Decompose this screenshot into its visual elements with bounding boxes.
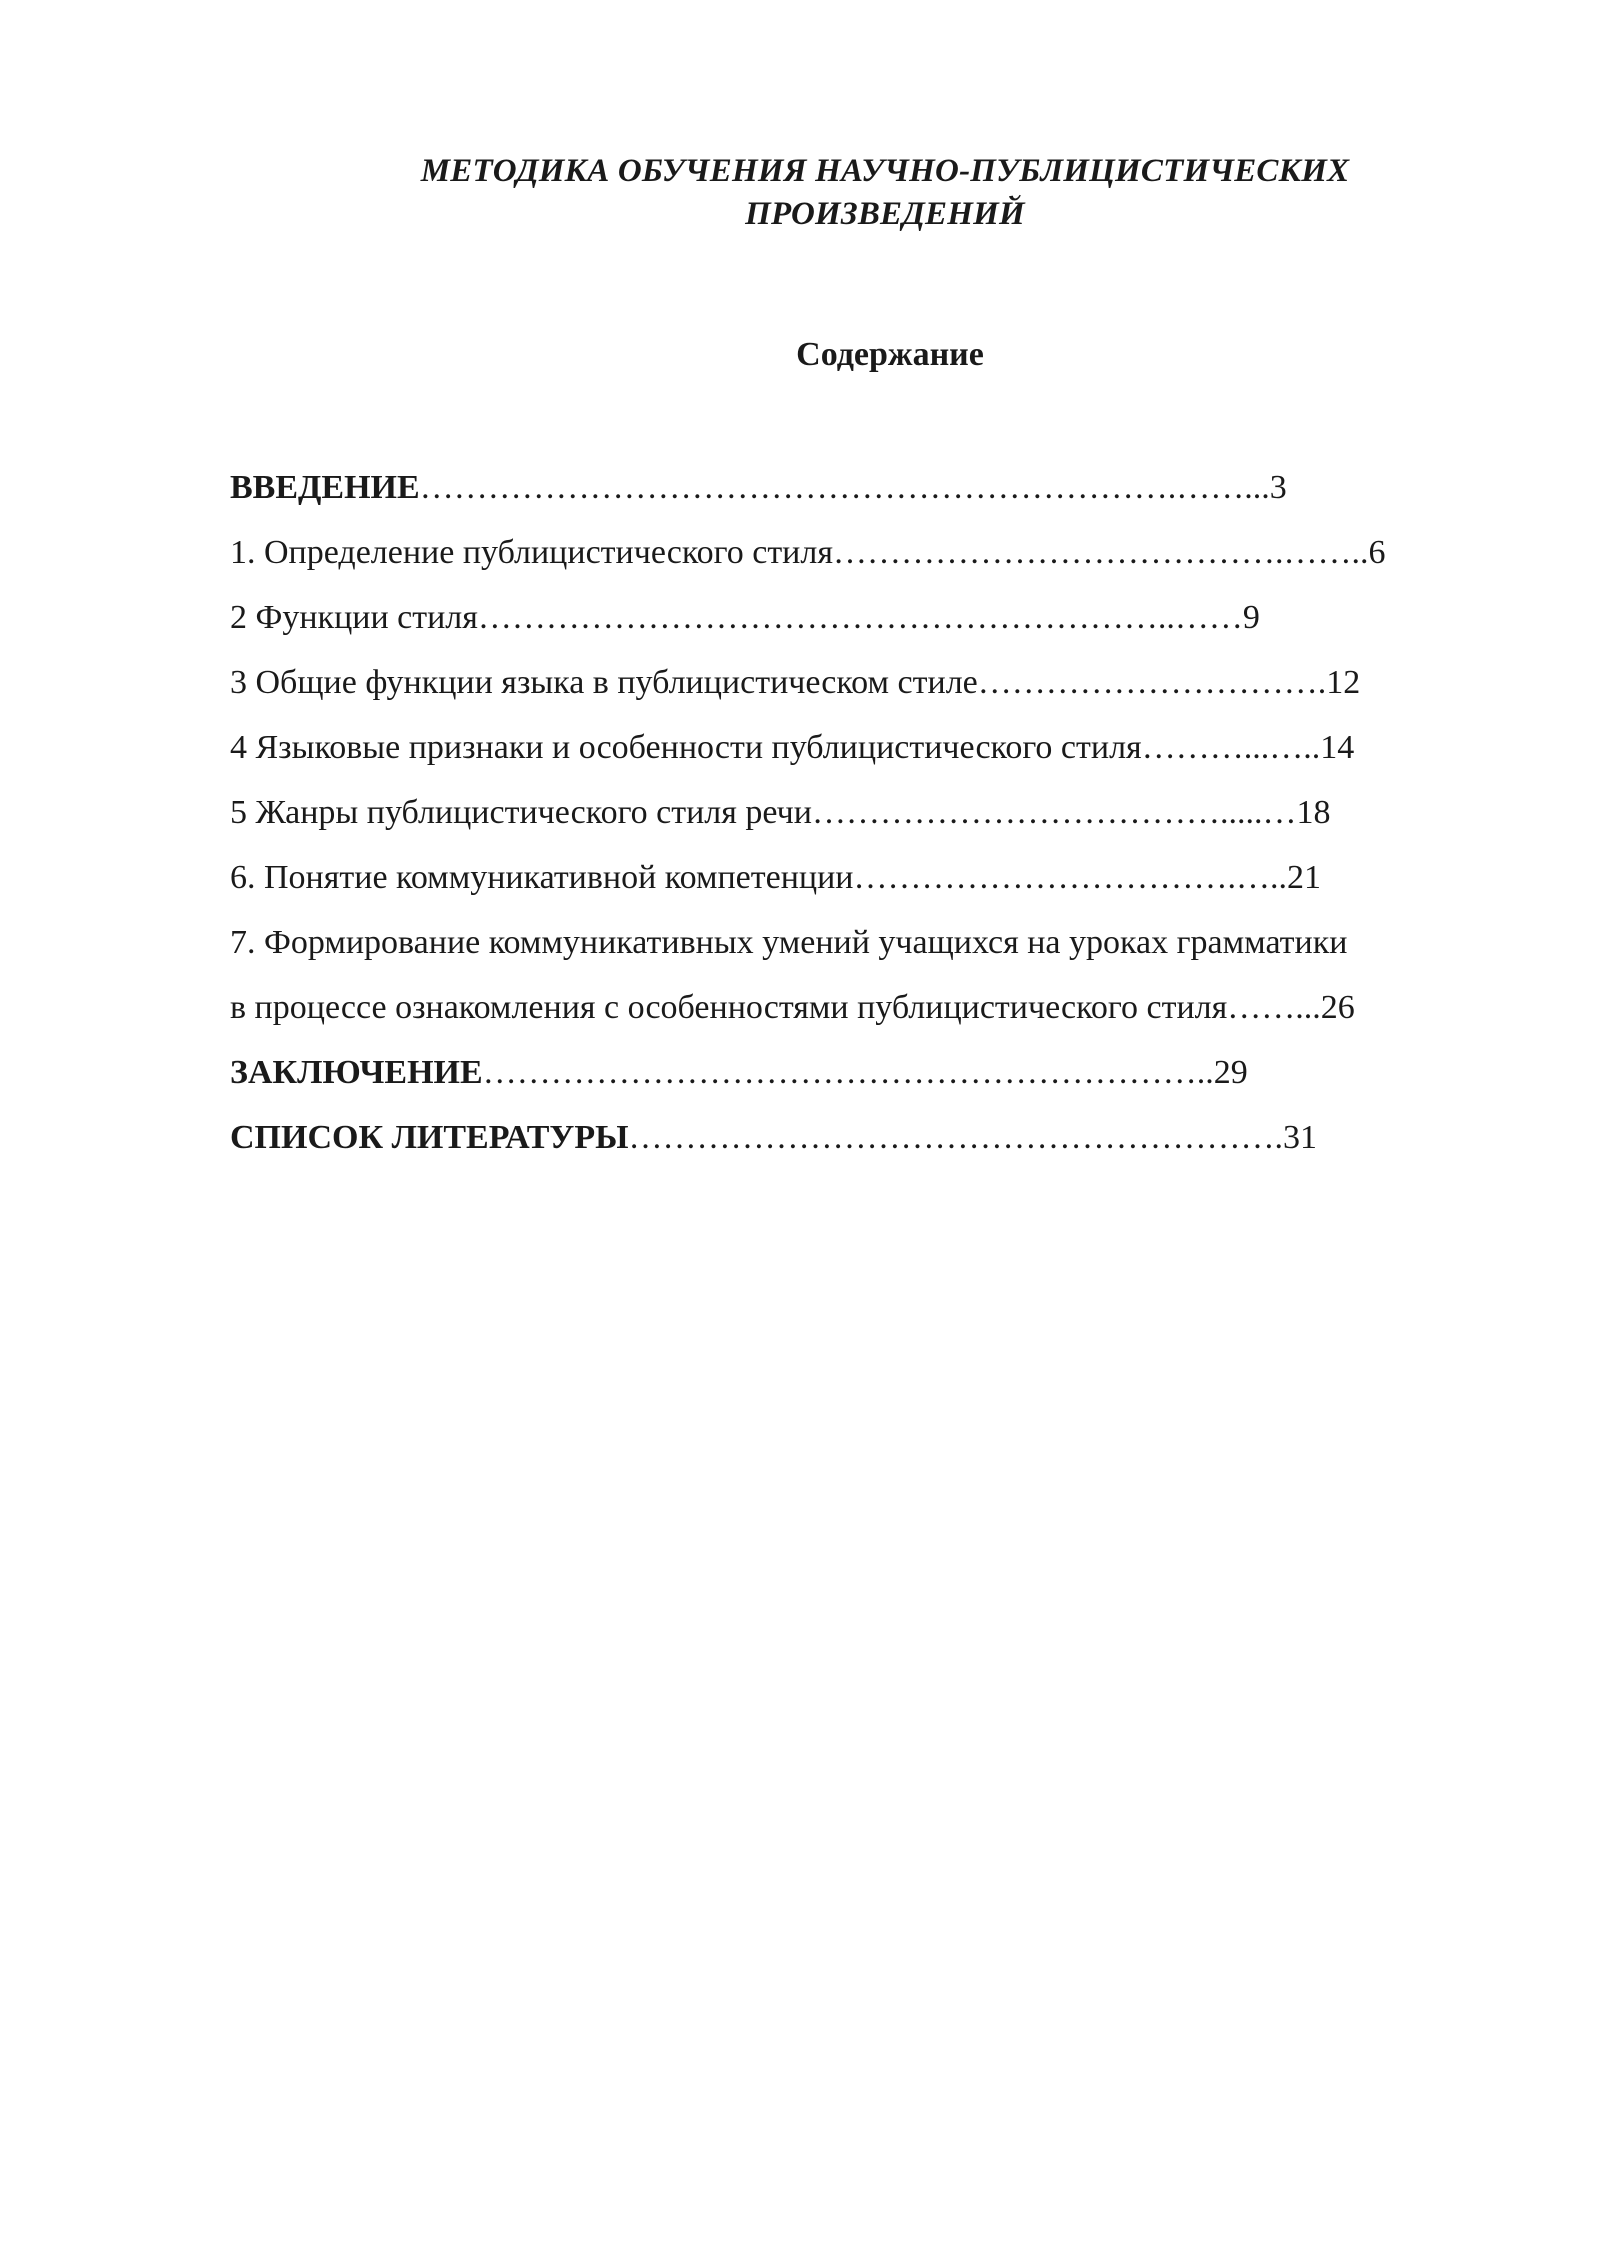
toc-item-3: [230, 661, 1490, 726]
toc-item-introduction: [230, 466, 1490, 531]
toc-item-leader: ……………………………………………………..……: [477, 599, 1243, 636]
toc-item-leader: ………………………………………………….: [628, 1119, 1284, 1156]
toc-item-text: ЗАКЛЮЧЕНИЕ: [230, 1054, 483, 1091]
toc-item-4: [230, 726, 1490, 791]
toc-item-text: 3 Общие функции языка в публицистическом стиле: [230, 664, 978, 701]
toc-item-leader: …………………………….…..: [853, 859, 1287, 896]
toc-item-7-line-1: [230, 921, 1490, 986]
toc-item-page: 3: [1269, 469, 1287, 506]
toc-item-1: [230, 531, 1490, 596]
toc-item-text: 7. Формирование коммуникативных умений учащихся на уроках грамматики: [230, 924, 1348, 961]
document-title-line-1: МЕТОДИКА ОБУЧЕНИЯ НАУЧНО-ПУБЛИЦИСТИЧЕСКИХ: [420, 153, 1350, 189]
toc-item-6: [230, 856, 1490, 921]
toc-item-text: 1. Определение публицистического стиля: [230, 534, 833, 571]
toc-item-page: 6: [1368, 534, 1386, 571]
toc-item-page: 21: [1287, 859, 1321, 896]
toc-item-text: 6. Понятие коммуникативной компетенции: [230, 859, 854, 896]
toc-item-page: 14: [1320, 729, 1355, 766]
toc-item-conclusion: [230, 1051, 1490, 1116]
toc-item-leader: ……...: [1227, 989, 1321, 1026]
toc-item-text: в процессе ознакомления с особенностями публицистического стиля: [230, 989, 1228, 1026]
toc-item-page: 9: [1242, 599, 1260, 636]
toc-item-leader: ………………………….: [977, 664, 1327, 701]
toc-item-2: [230, 596, 1490, 661]
toc-item-text: 4 Языковые признаки и особенности публицистического стиля: [230, 729, 1142, 766]
toc-item-leader: ……………………………….....…: [811, 794, 1297, 831]
table-of-contents: [230, 466, 1490, 1181]
toc-item-5: [230, 791, 1490, 856]
document-title-line-2: ПРОИЗВЕДЕНИЙ: [745, 196, 1025, 232]
document-title: [230, 150, 1540, 236]
toc-item-page: 26: [1320, 989, 1355, 1026]
toc-item-leader: ………………………………….……..: [833, 534, 1369, 571]
toc-item-7-line-2: [230, 986, 1490, 1051]
toc-item-text: 5 Жанры публицистического стиля речи: [230, 794, 812, 831]
toc-item-page: 31: [1283, 1119, 1318, 1156]
toc-item-page: 12: [1326, 664, 1361, 701]
toc-item-leader: ………...…..: [1141, 729, 1321, 766]
toc-item-text: 2 Функции стиля: [230, 599, 478, 636]
toc-item-text: ВВЕДЕНИЕ: [230, 469, 420, 506]
toc-item-references: [230, 1116, 1490, 1181]
toc-item-leader: ………………………………………………………….……...: [419, 469, 1270, 506]
toc-item-leader: ………………………………………………………..: [482, 1054, 1214, 1091]
toc-item-text: СПИСОК ЛИТЕРАТУРЫ: [230, 1119, 629, 1156]
toc-heading: Содержание: [796, 336, 984, 373]
toc-item-page: 18: [1296, 794, 1331, 831]
toc-item-page: 29: [1213, 1054, 1248, 1091]
